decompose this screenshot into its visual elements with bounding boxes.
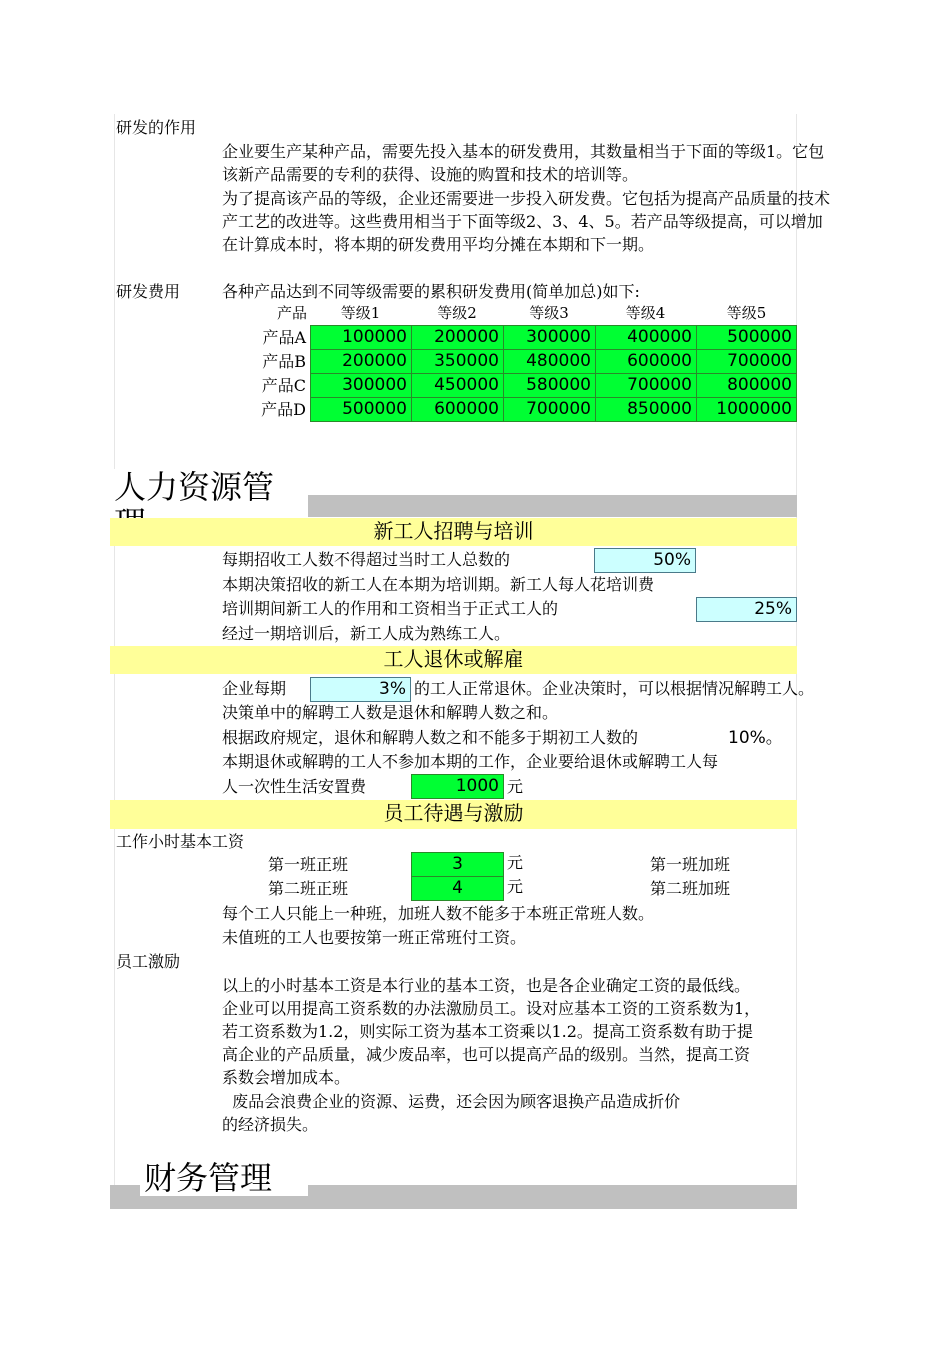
retire-line: 根据政府规定，退休和解聘人数之和不能多于期初工人数的: [222, 728, 639, 747]
recruit-line: 本期决策招收的新工人在本期为培训期。新工人每人花培训费: [222, 575, 655, 594]
incentive-line: 的经济损失。: [222, 1115, 319, 1134]
shift-label: 第二班正班: [268, 879, 349, 898]
rd-role-line: 该新产品需要的专利的获得、设施的购置和技术的培训等。: [222, 165, 639, 184]
table-cell[interactable]: 400000: [595, 325, 697, 350]
unit-label: 元: [507, 853, 524, 872]
table-col-header: 等级3: [529, 304, 569, 322]
rd-role-label: 研发的作用: [116, 118, 197, 137]
finance-section-title: 财务管理: [140, 1160, 308, 1196]
table-cell[interactable]: 600000: [411, 397, 504, 422]
hr-section-title: 人力资源管: [110, 469, 308, 541]
table-col-header: 等级1: [340, 304, 381, 322]
incentive-line: 废品会浪费企业的资源、运费，还会因为顾客退换产品造成折价: [222, 1092, 681, 1111]
rd-role-line: 企业要生产某种产品，需要先投入基本的研发费用，其数量相当于下面的等级1。它包: [222, 142, 825, 161]
recruit-title: 新工人招聘与培训: [373, 519, 534, 543]
table-row-label: 产品C: [261, 376, 306, 395]
table-cell[interactable]: 300000: [503, 325, 596, 350]
rd-role-line: 在计算成本时，将本期的研发费用平均分摊在本期和下一期。: [222, 235, 655, 254]
table-cell[interactable]: 580000: [503, 373, 596, 398]
settlement-fee-field[interactable]: 1000: [411, 774, 504, 799]
rd-cost-label: 研发费用: [116, 282, 181, 301]
table-cell[interactable]: 700000: [503, 397, 596, 422]
incentive-line: 若工资系数为1.2，则实际工资为基本工资乘以1.2。提高工资系数有助于提: [222, 1022, 753, 1041]
pay-title: 员工待遇与激励: [383, 801, 524, 825]
table-row-label: 产品A: [262, 328, 306, 347]
table-cell[interactable]: 300000: [310, 373, 412, 398]
recruit-line: 培训期间新工人的作用和工资相当于正式工人的: [222, 599, 559, 618]
retire-line: 本期退休或解聘的工人不参加本期的工作，企业要给退休或解聘工人每: [222, 752, 719, 771]
unit-label: 元: [507, 877, 524, 896]
retire-line: 企业每期: [222, 679, 287, 698]
shift2-wage-field[interactable]: 4: [411, 876, 504, 901]
table-cell[interactable]: 850000: [595, 397, 697, 422]
retire-limit-value: 10%。: [728, 728, 783, 748]
shift1-wage-field[interactable]: 3: [411, 852, 504, 877]
pay-note: 每个工人只能上一种班，加班人数不能多于本班正常班人数。: [222, 904, 655, 923]
table-cell[interactable]: 200000: [310, 349, 412, 374]
trainee-ratio-field[interactable]: 25%: [696, 597, 797, 622]
table-cell[interactable]: 500000: [310, 397, 412, 422]
overtime-label: 第二班加班: [650, 879, 731, 898]
rd-role-line: 为了提高该产品的等级，企业还需要进一步投入研发费。它包括为提高产品质量的技术: [222, 189, 831, 208]
recruit-limit-field[interactable]: 50%: [594, 548, 696, 573]
recruit-line: 经过一期培训后，新工人成为熟练工人。: [222, 624, 511, 643]
wage-label: 工作小时基本工资: [116, 832, 245, 851]
table-cell[interactable]: 450000: [411, 373, 504, 398]
recruit-line: 每期招收工人数不得超过当时工人总数的: [222, 550, 511, 569]
table-cell[interactable]: 600000: [595, 349, 697, 374]
incentive-line: 高企业的产品质量，减少废品率，也可以提高产品的级别。当然，提高工资: [222, 1045, 751, 1064]
table-cell[interactable]: 480000: [503, 349, 596, 374]
table-row-label: 产品B: [262, 352, 306, 371]
retire-line: 决策单中的解聘工人数是退休和解聘人数之和。: [222, 703, 559, 722]
rd-role-line: 产工艺的改进等。这些费用相当于下面等级2、3、4、5。若产品等级提高，可以增加: [222, 212, 823, 231]
table-col-header: 等级5: [726, 304, 767, 322]
retire-title: 工人退休或解雇: [383, 647, 524, 671]
table-row-label: 产品D: [261, 400, 306, 419]
unit-label: 元: [507, 777, 524, 796]
rd-cost-intro: 各种产品达到不同等级需要的累积研发费用(简单加总)如下:: [222, 282, 640, 301]
table-col-header: 等级4: [625, 304, 666, 322]
shift-label: 第一班正班: [268, 855, 349, 874]
table-cell[interactable]: 700000: [595, 373, 697, 398]
pay-note: 未值班的工人也要按第一班正常班付工资。: [222, 928, 527, 947]
table-col-header: 等级2: [437, 304, 477, 322]
incentive-line: 系数会增加成本。: [222, 1068, 351, 1087]
table-cell[interactable]: 350000: [411, 349, 504, 374]
retire-rate-field[interactable]: 3%: [310, 677, 411, 702]
table-corner-header: 产品: [276, 304, 307, 322]
incentive-line: 企业可以用提高工资系数的办法激励员工。设对应基本工资的工资系数为1，: [222, 999, 761, 1018]
incentive-label: 员工激励: [116, 952, 181, 971]
retire-line: 人一次性生活安置费: [222, 777, 367, 796]
table-cell[interactable]: 800000: [696, 373, 797, 398]
table-cell[interactable]: 500000: [696, 325, 797, 350]
retire-line: 的工人正常退休。企业决策时，可以根据情况解聘工人。: [414, 679, 815, 698]
table-cell[interactable]: 100000: [310, 325, 412, 350]
overtime-label: 第一班加班: [650, 855, 731, 874]
incentive-line: 以上的小时基本工资是本行业的基本工资，也是各企业确定工资的最低线。: [222, 976, 751, 995]
table-cell[interactable]: 1000000: [696, 397, 797, 422]
table-cell[interactable]: 700000: [696, 349, 797, 374]
table-cell[interactable]: 200000: [411, 325, 504, 350]
